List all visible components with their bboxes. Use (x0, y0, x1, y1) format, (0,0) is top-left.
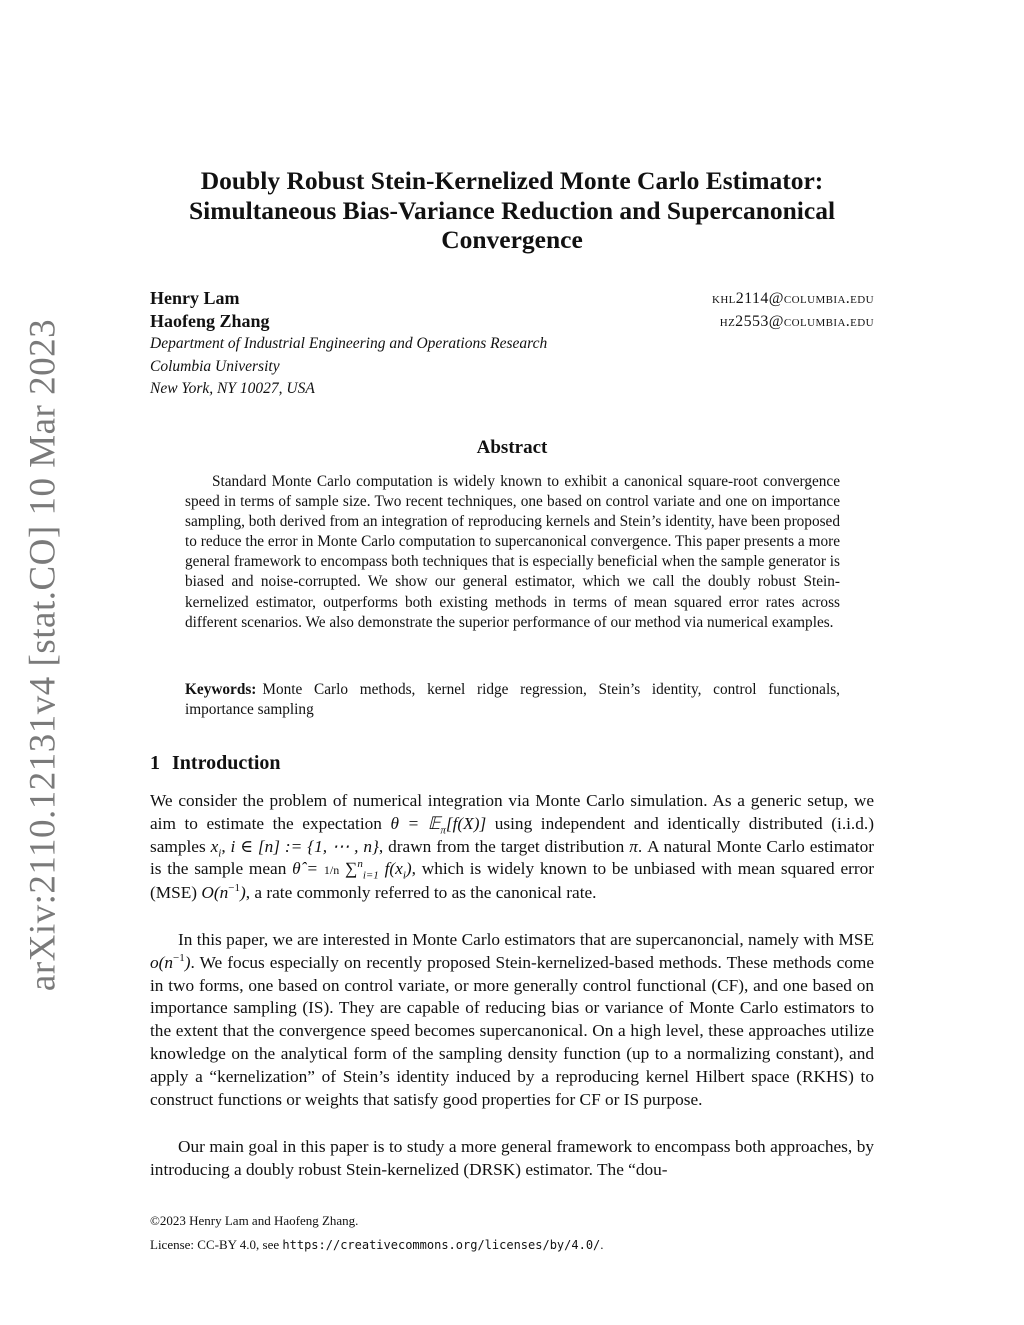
abstract-heading: Abstract (476, 437, 548, 458)
keywords-list: Monte Carlo methods, kernel ridge regression, Stein’s identity, control functionals, importance sampling (185, 681, 840, 719)
intro-paragraph-2: In this paper, we are interested in Monte Carlo estimators that are supercanoncial, namely with MSE $o(n^{-1})$. We focus especially on recently proposed Stein-kernelized-based methods. These methods come in two forms, one based on control variate, or more generally control functional (CF), and one based on importance sampling (IS). They are capable of reducing bias or variance of Monte Carlo estimators to the extent that the convergence speed becomes supercanonical. On a high level, these approaches utilize knowledge on the analytical form of the sampling density function (up to a normalizing constant), and apply a “kernelization” of Stein’s identity induced by a reproducing kernel Hilbert space (RKHS) to construct functions or weights that satisfy good properties for CF or IS purpose. (150, 930, 874, 1109)
keywords-label: Keywords: (185, 681, 257, 698)
license-notice: License: CC-BY 4.0, see https://creativecommons.org/licenses/by/4.0/. (150, 1237, 604, 1252)
arxiv-identifier-text: arXiv:2110.12131v4 [stat.CO] 10 Mar 2023 (22, 318, 64, 992)
paper-title (140, 166, 884, 255)
affiliation-department: Department of Industrial Engineering and Operations Research (150, 335, 548, 352)
author-email-1[interactable]: khl2114@columbia.edu (711, 290, 874, 307)
intro-paragraph-1: We consider the problem of numerical integration via Monte Carlo simulation. As a generic setup, we aim to estimate the expectation θ = 𝔼$_\pi$[f(X)] using independent and identically distributed (i.i.d.) samples $x_i$, i ∈ [n] := {1, ⋯ , n}, drawn from the target distribution π. A natural Monte Carlo estimator is the sample mean θ̂ = 1/n ∑$^n_{i=1}$ $f(x_i)$, which is widely known to be unbiased with mean squared error (MSE) $O(n^{-1})$, a rate commonly referred to as the canonical rate. (150, 791, 875, 903)
affiliation-university: Columbia University (150, 357, 280, 375)
title-line-2: Simultaneous Bias-Variance Reduction and Supercanonical (188, 195, 836, 225)
section-heading-introduction (150, 750, 281, 776)
section-number: 1 (150, 752, 160, 774)
author-affiliation (150, 333, 547, 401)
intro-paragraph-3: Our main goal in this paper is to study a more general framework to encompass both approaches, by introducing a doubly robust Stein-kernelized (DRSK) estimator. The “dou- (150, 1137, 874, 1179)
author-name-2: Haofeng Zhang (150, 311, 270, 331)
section-title: Introduction (172, 752, 281, 774)
keywords (185, 680, 840, 720)
abstract-text: Standard Monte Carlo computation is widely known to exhibit a canonical square-root convergence speed in terms of sample size. Two recent techniques, one based on control variate and one on importance sampling, both derived from an integration of reproducing kernels and Stein’s identity, have been proposed to reduce the error in Monte Carlo computation to supercanonical convergence. This paper presents a more general framework to encompass both techniques that is especially beneficial when the sample generator is biased and noise-corrupted. We show our general estimator, which we call the doubly robust Stein-kernelized estimator, outperforms both existing methods in terms of mean squared error rates across different scenarios. We also demonstrate the superior performance of our method via numerical examples. (185, 473, 840, 631)
author-email-2[interactable]: hz2553@columbia.edu (719, 313, 874, 330)
copyright-notice: ©2023 Henry Lam and Haofeng Zhang. (150, 1213, 359, 1228)
author-name-1: Henry Lam (150, 288, 240, 308)
title-line-1: Doubly Robust Stein-Kernelized Monte Carlo Estimator: (200, 166, 824, 195)
title-line-3: Convergence (441, 225, 583, 254)
affiliation-location: New York, NY 10027, USA (150, 380, 315, 397)
license-link[interactable]: https://creativecommons.org/licenses/by/4.0/ (282, 1238, 601, 1252)
